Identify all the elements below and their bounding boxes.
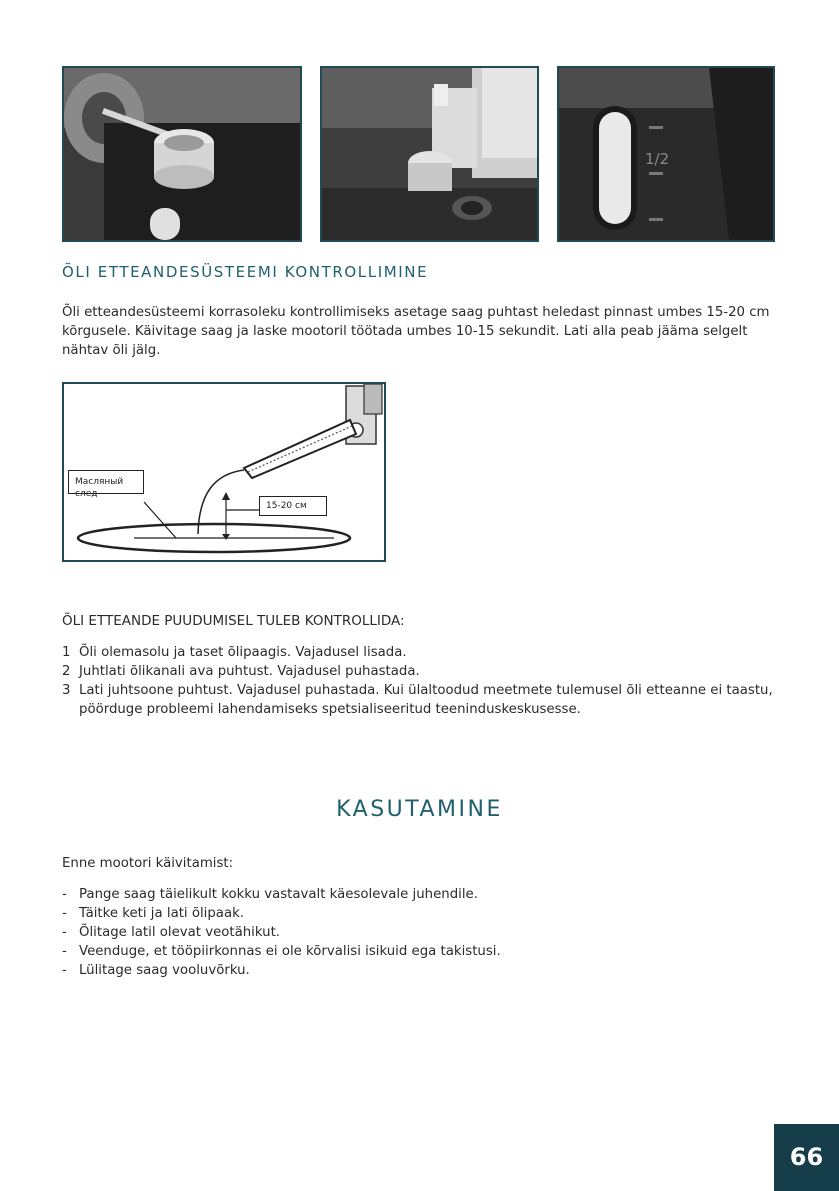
list-item: - Õlitage latil olevat veotähikut. [62, 925, 281, 940]
list-item: - Lülitage saag vooluvõrku. [62, 963, 250, 978]
oil-level-window-photo [557, 66, 775, 242]
usage-list [62, 885, 782, 980]
check-heading: ÕLI ETTEANDE PUUDUMISEL TULEB KONTROLLIDA: [62, 613, 405, 629]
height-label: 15-20 см [259, 496, 327, 516]
list-item: - Veenduge, et tööpiirkonnas ei ole kõrvalisi isikuid ega takistusi. [62, 944, 501, 959]
list-item: - Pange saag täielikult kokku vastavalt käesolevale juhendile. [62, 887, 478, 902]
section-paragraph: Õli etteandesüsteemi korrasoleku kontrollimiseks asetage saag puhtast heledast pinnast umbes 15-20 cm kõrgusele. Käivitage saag ja laske mootoril töötada umbes 10-15 sekundit. Lati alla peab jääma selgelt nähtav õli jälg. [62, 305, 770, 358]
oil-filling-photo [320, 66, 539, 242]
page-number: 66 [774, 1124, 839, 1191]
usage-title: KASUTAMINE [336, 797, 503, 822]
list-item: 3 Lati juhtsoone puhtust. Vajadusel puhastada. Kui ülaltoodud meetmete tulemusel õli etteanne ei taastu, pöörduge probleemi lahendamiseks spetsialiseeritud teeninduskeskusesse. [62, 683, 773, 717]
check-list [62, 643, 782, 719]
section-title: ÕLI ETTEANDESÜSTEEMI KONTROLLIMINE [62, 263, 429, 281]
oil-gauge-half-label: 1/2 [645, 150, 670, 168]
oil-trace-label: Масляный след [68, 470, 144, 494]
oil-check-diagram [62, 382, 386, 562]
usage-intro: Enne mootori käivitamist: [62, 856, 234, 871]
list-item: 2 Juhtlati õlikanali ava puhtust. Vajadusel puhastada. [62, 664, 420, 679]
list-item: 1 Õli olemasolu ja taset õlipaagis. Vajadusel lisada. [62, 645, 407, 660]
oil-cap-photo [62, 66, 302, 242]
list-item: - Täitke keti ja lati õlipaak. [62, 906, 245, 921]
